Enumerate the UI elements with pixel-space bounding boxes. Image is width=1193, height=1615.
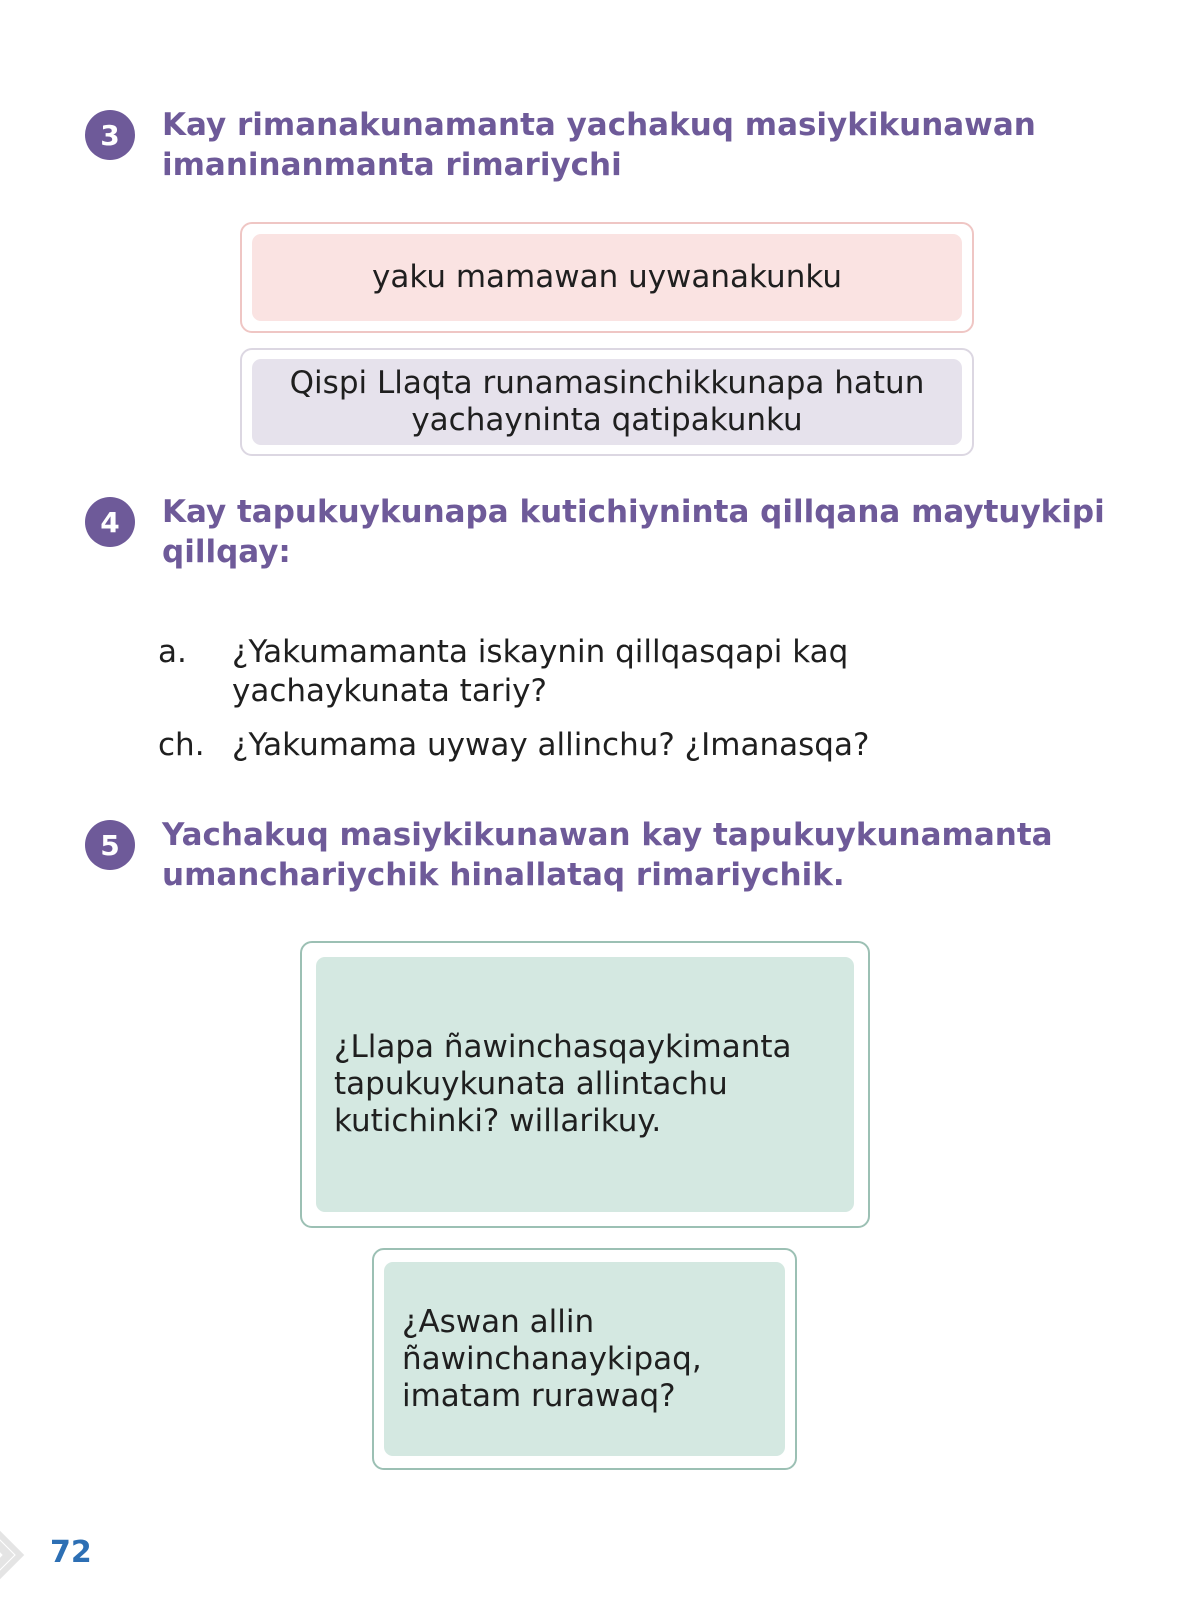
- question-4-heading: [162, 492, 1105, 572]
- list-item-label: a.: [158, 634, 187, 670]
- question-number-badge: 4: [85, 497, 135, 547]
- discussion-card: [372, 1248, 797, 1470]
- discussion-card-text: ¿Aswan allin ñawinchanaykipaq, imatam rurawaq?: [402, 1303, 702, 1414]
- question-heading-line: qillqay:: [162, 534, 291, 570]
- question-heading-line: Kay rimanakunamanta yachakuq masiykikunawan: [162, 107, 1036, 143]
- answer-box-inner: [252, 234, 962, 321]
- discussion-card: [300, 941, 870, 1228]
- discussion-card-inner: [316, 957, 854, 1212]
- question-heading-line: Yachakuq masiykikunawan kay tapukuykunamanta: [162, 817, 1053, 853]
- question-5-heading: [162, 815, 1053, 895]
- list-item-text: ¿Yakumamanta iskaynin qillqasqapi kaq yachaykunata tariy?: [232, 634, 849, 709]
- question-3-heading: [162, 105, 1036, 185]
- question-list-item: [158, 726, 958, 766]
- page-number: 72: [50, 1535, 92, 1570]
- question-number-badge: 3: [85, 110, 135, 160]
- question-list-item: [158, 633, 958, 713]
- list-item-text: ¿Yakumama uyway allinchu? ¿Imanasqa?: [232, 727, 870, 763]
- answer-box-lavender: [240, 348, 974, 456]
- answer-box-text-line: yachayninta qatipakunku: [411, 402, 803, 438]
- discussion-card-text: ¿Llapa ñawinchasqaykimanta tapukuykunata allintachu kutichinki? willarikuy.: [334, 1029, 792, 1139]
- answer-box-inner: [252, 359, 962, 445]
- answer-box-text-line: Qispi Llaqta runamasinchikkunapa hatun: [289, 365, 925, 401]
- question-number-badge: 5: [85, 820, 135, 870]
- answer-box-text: yaku mamawan uywanakunku: [371, 259, 842, 295]
- discussion-card-inner: [384, 1262, 785, 1456]
- question-heading-line: umanchariychik hinallataq rimariychik.: [162, 857, 845, 893]
- question-heading-line: Kay tapukuykunapa kutichiyninta qillqana maytuykipi: [162, 494, 1105, 530]
- answer-box-pink: [240, 222, 974, 333]
- list-item-label: ch.: [158, 727, 205, 763]
- question-heading-line: imaninanmanta rimariychi: [162, 147, 622, 183]
